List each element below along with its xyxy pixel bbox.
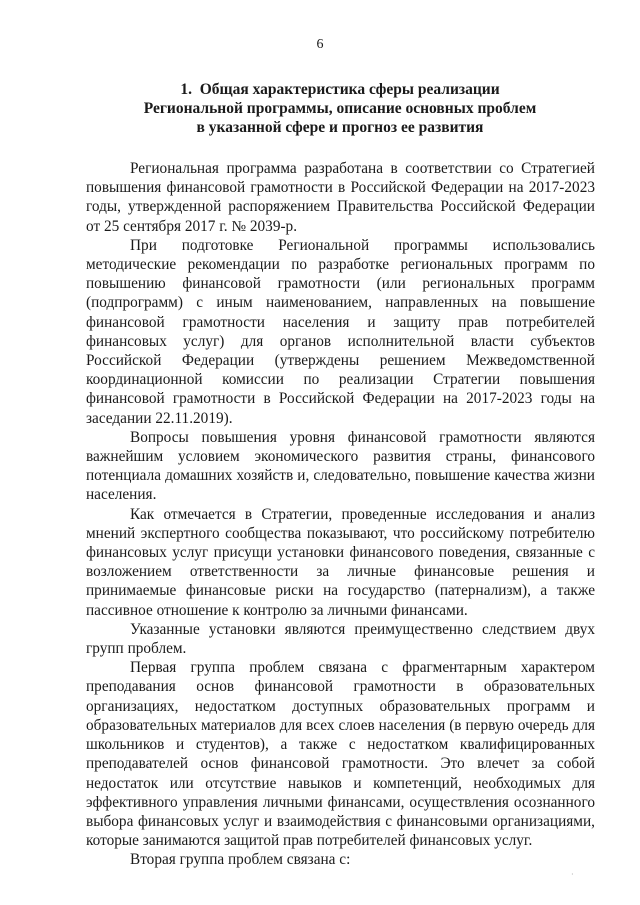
section-heading xyxy=(80,80,600,137)
section-heading-line-2: Региональной программы, описание основных проблем xyxy=(143,100,537,117)
paragraph-methodology: При подготовке Региональной программы использовались методические рекомендации по разработке региональных программ по повышению финансовой грамотности (или региональных программ (подпрограмм) с иным наименованием, направленных на повышение финансовой грамотности населения и защиту прав потребителей финансовых услуг) для органов исполнительной власти субъектов Российской Федерации (утверждены решением Межведомственной координационной комиссии по реализации Стратегии повышения финансовой грамотности в Российской Федерации на 2017-2023 годы на заседании 22.11.2019). xyxy=(86,236,595,427)
paragraph-two-groups: Указанные установки являются преимущественно следствием двух групп проблем. xyxy=(86,620,595,658)
paragraph-paternalism: Как отмечается в Стратегии, проведенные исследования и анализ мнений экспертного сообщества показывают, что российскому потребителю финансовых услуг присущи установки финансового поведения, связанные с возложением ответственности за личные финансовые решения и принимаемые финансовые риски на государство (патернализм), а также пассивное отношение к контролю за личными финансами. xyxy=(86,505,595,619)
page-number: 6 xyxy=(316,37,324,52)
section-heading-line-1: 1. Общая характеристика сферы реализации xyxy=(180,81,500,98)
paragraph-importance: Вопросы повышения уровня финансовой грамотности являются важнейшим условием экономического развития страны, финансового потенциала домашних хозяйств и, следовательно, повышение качества жизни населения. xyxy=(86,428,595,504)
document-body xyxy=(86,159,595,870)
section-heading-line-3: в указанной сфере и прогноз ее развития xyxy=(196,119,484,136)
paragraph-strategy: Региональная программа разработана в соответствии со Стратегией повышения финансовой грамотности в Российской Федерации на 2017-2023 годы, утвержденной распоряжением Правительства Российской Федерации от 25 сентября 2017 г. № 2039-р. xyxy=(86,160,595,235)
paragraph-first-group: Первая группа проблем связана с фрагментарным характером преподавания основ финансовой грамотности в образовательных организациях, недостатком доступных образовательных программ и образовательных материалов для всех слоев населения (в первую очередь для школьников и студентов), а также с недостатком квалифицированных преподавателей основ финансовой грамотности. Это влечет за собой недостаток или отсутствие навыков и компетенций, необходимых для эффективного управления личными финансами, осуществления осознанного выбора финансовых услуг и взаимодействия с финансовыми организациями, которые занимаются защитой прав потребителей финансовых услуг. xyxy=(86,659,595,850)
scan-mark: · xyxy=(571,870,574,879)
paragraph-second-group: Вторая группа проблем связана с: xyxy=(130,851,351,869)
